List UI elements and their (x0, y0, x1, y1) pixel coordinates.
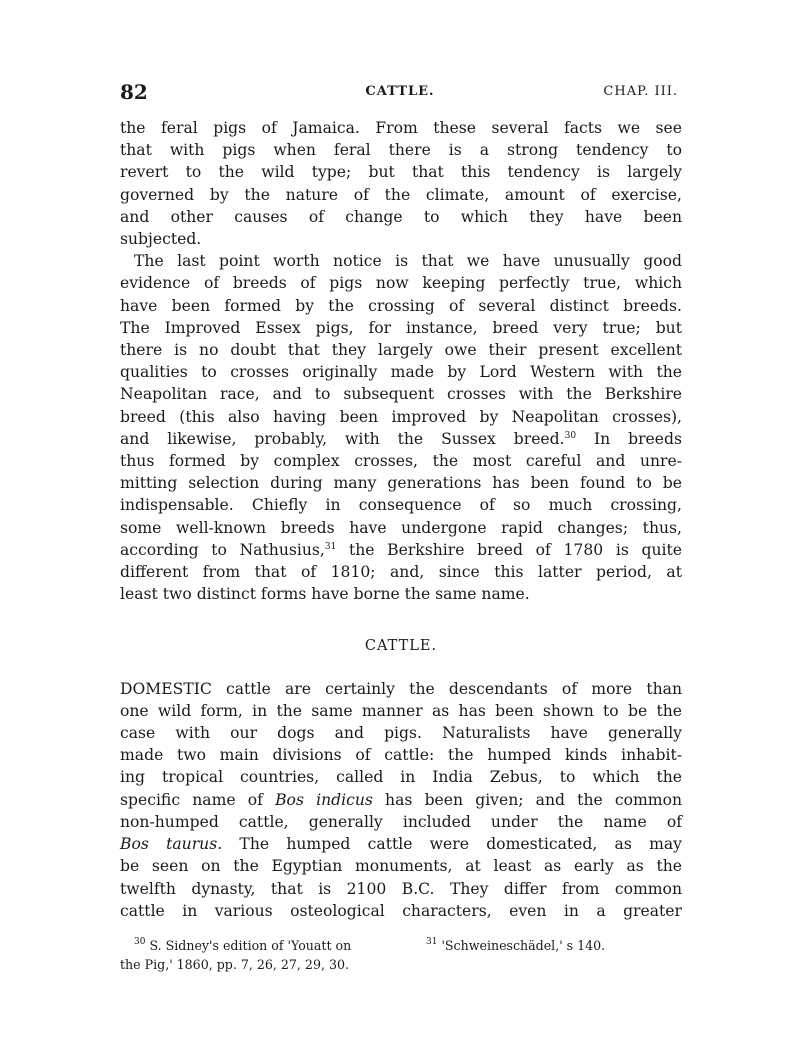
page-header (120, 80, 680, 106)
footnote-row (120, 936, 682, 955)
text-line: ing tropical countries, called in India Zebus, to which the (120, 768, 682, 787)
page-number: 82 (120, 80, 148, 104)
text-line: Neapolitan race, and to subsequent crosses with the Berkshire (120, 385, 682, 404)
text-line: subjected. (120, 230, 202, 249)
drop-word: DOMESTIC (120, 679, 212, 698)
text-line: revert to the wild type; but that this tendency is largely (120, 163, 682, 182)
text-line (120, 833, 682, 855)
italic-term: Bos taurus. (120, 835, 223, 854)
text-line: the feral pigs of Jamaica. From these several facts we see (120, 119, 682, 137)
text-fragment: cattle are certainly the descendants of more than (211, 679, 682, 698)
text-fragment: The humped cattle were domesticated, as may (222, 835, 682, 854)
text-line: have been formed by the crossing of several distinct breeds. (120, 296, 682, 315)
text-line: non-humped cattle, generally included under the name of (120, 812, 682, 831)
text-line: indispensable. Chiefly in consequence of so much crossing, (120, 496, 682, 515)
text-line: be seen on the Egyptian monuments, at least as early as the (120, 857, 682, 876)
italic-term: Bos indicus (275, 790, 373, 809)
footnotes (120, 936, 682, 974)
text-fragment: twelfth dynasty, that is 2100 (120, 879, 402, 898)
text-line: least two distinct forms have borne the same name. (120, 585, 530, 604)
text-fragment: and likewise, probably, with the Sussex breed. (120, 429, 565, 448)
text-line: mitting selection during many generations has been found to be (120, 474, 682, 493)
text-fragment: In breeds (576, 429, 682, 448)
text-fragment: They differ from common (434, 879, 682, 898)
text-line: qualities to crosses originally made by Lord Western with the (120, 363, 682, 382)
text-line: cattle in various osteological characters, even in a greater (120, 901, 682, 920)
era-abbreviation: B.C. (401, 879, 435, 898)
chapter-reference: CHAP. III. (603, 84, 678, 99)
text-line: different from that of 1810; and, since this latter period, at (120, 563, 682, 582)
text-fragment: according to Nathusius, (120, 540, 325, 559)
footnote-ref-31: 31 (324, 541, 337, 552)
text-line: governed by the nature of the climate, amount of exercise, (120, 185, 682, 204)
text-fragment: has been given; and the common (372, 790, 683, 809)
text-line: The last point worth notice is that we have unusually good (134, 252, 682, 271)
footnote-text: the Pig,' 1860, pp. 7, 26, 27, 29, 30. (120, 957, 349, 972)
text-line: thus formed by complex crosses, the most careful and unre- (120, 452, 682, 471)
footnote-mark: 30 (134, 937, 146, 947)
text-fragment: specific name of (120, 790, 276, 809)
text-line: one wild form, in the same manner as has been shown to be the (120, 701, 682, 720)
text-line (120, 678, 682, 700)
footnote-30 (134, 936, 351, 955)
text-line: made two main divisions of cattle: the humped kinds inhabit- (120, 746, 682, 765)
footnote-text: 'Schweineschädel,' s 140. (437, 938, 606, 953)
text-line: breed (this also having been improved by Neapolitan crosses), (120, 407, 682, 426)
text-line: that with pigs when feral there is a strong tendency to (120, 141, 682, 160)
running-title: CATTLE. (365, 84, 435, 99)
text-line (120, 539, 682, 561)
text-line: evidence of breeds of pigs now keeping perfectly true, which (120, 274, 682, 293)
footnote-mark: 31 (426, 937, 438, 947)
footnote-31 (426, 936, 605, 955)
main-text (120, 117, 682, 922)
text-line: and other causes of change to which they have been (120, 207, 682, 226)
footnote-ref-30: 30 (564, 430, 577, 441)
text-line (120, 789, 682, 811)
text-line: there is no doubt that they largely owe their present excellent (120, 341, 682, 360)
text-line (120, 428, 682, 450)
text-line: some well-known breeds have undergone rapid changes; thus, (120, 518, 682, 537)
text-line: case with our dogs and pigs. Naturalists have generally (120, 724, 682, 743)
text-line: The Improved Essex pigs, for instance, breed very true; but (120, 318, 682, 337)
footnote-row (120, 955, 682, 974)
section-title: CATTLE. (364, 638, 438, 655)
text-fragment: the Berkshire breed of 1780 is quite (336, 540, 682, 559)
text-line (120, 878, 682, 900)
footnote-text: S. Sidney's edition of 'Youatt on (145, 938, 352, 953)
